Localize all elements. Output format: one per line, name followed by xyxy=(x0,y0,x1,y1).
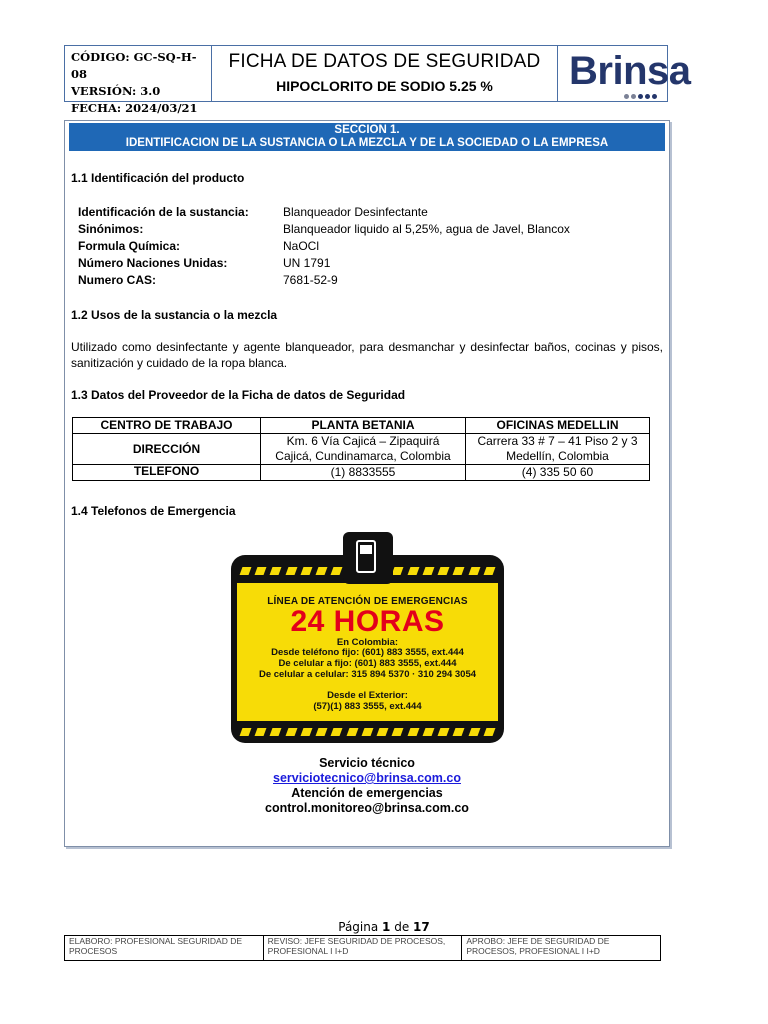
document-metadata xyxy=(65,46,212,115)
document-date: FECHA: 2024/03/21 xyxy=(71,101,198,115)
row-label: TELEFONO xyxy=(73,465,261,481)
page-current: 1 xyxy=(382,920,391,934)
emergency-email: control.monitoreo@brinsa.com.co xyxy=(265,801,469,815)
kv-value: NaOCl xyxy=(283,239,320,253)
mobile-phone-icon xyxy=(343,532,393,584)
footer-aprobo: APROBO: JEFE DE SEGURIDAD DE PROCESOS, PROFESIONAL I I+D xyxy=(466,936,610,956)
footer-reviso: REVISO: JEFE SEGURIDAD DE PROCESOS, PROFESIONAL I I+D xyxy=(264,936,463,960)
banner-stripe-bottom xyxy=(241,728,494,736)
section-number: SECCION 1. xyxy=(334,124,400,136)
phone-medellin: (4) 335 50 60 xyxy=(466,465,650,481)
tech-service-title: Servicio técnico xyxy=(319,756,415,770)
logo-wordmark: Brinsa xyxy=(569,49,691,93)
col-header: PLANTA BETANIA xyxy=(261,418,466,434)
table-row xyxy=(73,434,650,465)
brinsa-logo xyxy=(557,46,691,101)
banner-fijo: Desde teléfono fijo: (601) 883 3555, ext.444 xyxy=(271,647,464,658)
kv-key: Identificación de la sustancia: xyxy=(78,205,249,219)
emergency-title: Atención de emergencias xyxy=(291,786,443,800)
product-title: HIPOCLORITO DE SODIO 5.25 % xyxy=(276,78,493,94)
heading-1-1: 1.1 Identificación del producto xyxy=(71,171,245,185)
document-code: CÓDIGO: GC-SQ-H-08 xyxy=(71,50,197,81)
row-label: DIRECCIÓN xyxy=(73,434,261,465)
section-header-bar xyxy=(69,123,665,151)
banner-celular-celular: De celular a celular: 315 894 5370 · 310 294 3054 xyxy=(258,669,477,680)
kv-key: Sinónimos: xyxy=(78,222,144,236)
banner-celular-fijo: De celular a fijo: (601) 883 3555, ext.444 xyxy=(278,658,457,669)
document-title: FICHA DE DATOS DE SEGURIDAD xyxy=(228,51,541,72)
phone-betania: (1) 8833555 xyxy=(261,465,466,481)
banner-exterior: Desde el Exterior: xyxy=(327,690,408,701)
kv-value: 7681-52-9 xyxy=(283,273,338,287)
kv-value: Blanqueador Desinfectante xyxy=(283,205,428,219)
uses-paragraph: Utilizado como desinfectante y agente blanqueador, para desmanchar y desinfectar baños, cocinas y pisos, sanitización y cuidado de la ropa blanca. xyxy=(71,340,663,370)
document-titles xyxy=(212,46,558,101)
col-header: OFICINAS MEDELLIN xyxy=(466,418,650,434)
page-total: 17 xyxy=(413,920,430,934)
address-betania: Km. 6 Vía Cajicá – Zipaquirá Cajicá, Cundinamarca, Colombia xyxy=(261,434,466,465)
document-version: VERSIÓN: 3.0 xyxy=(71,84,161,98)
table-row xyxy=(73,465,650,481)
heading-1-3: 1.3 Datos del Proveedor de la Ficha de datos de Seguridad xyxy=(71,388,406,402)
approval-footer xyxy=(64,935,661,961)
banner-24-horas: 24 HORAS xyxy=(290,605,445,638)
kv-key: Formula Química: xyxy=(78,239,181,253)
kv-value: UN 1791 xyxy=(283,256,331,270)
document-header xyxy=(64,45,691,115)
section-title: IDENTIFICACION DE LA SUSTANCIA O LA MEZCLA Y DE LA SOCIEDAD O LA EMPRESA xyxy=(125,137,609,149)
footer-elaboro: ELABORO: PROFESIONAL SEGURIDAD DE PROCESOS xyxy=(65,936,264,960)
banner-line-title: LÍNEA DE ATENCIÓN DE EMERGENCIAS xyxy=(267,596,468,607)
banner-colombia: En Colombia: xyxy=(336,637,399,648)
kv-value: Blanqueador liquido al 5,25%, agua de Javel, Blancox xyxy=(283,222,570,236)
page-number: Página 1 de 17 xyxy=(338,920,430,934)
address-medellin: Carrera 33 # 7 – 41 Piso 2 y 3 Medellín, Colombia xyxy=(466,434,650,465)
supplier-table xyxy=(72,417,650,481)
tech-service-email-link[interactable]: serviciotecnico@brinsa.com.co xyxy=(273,771,461,785)
heading-1-2: 1.2 Usos de la sustancia o la mezcla xyxy=(71,308,278,322)
kv-key: Numero CAS: xyxy=(78,273,157,287)
tech-service-email-row xyxy=(64,771,670,786)
col-header: CENTRO DE TRABAJO xyxy=(73,418,261,434)
kv-key: Número Naciones Unidas: xyxy=(78,256,228,270)
heading-1-4: 1.4 Telefonos de Emergencia xyxy=(71,504,236,518)
logo-dots xyxy=(624,94,657,99)
banner-exterior-number: (57)(1) 883 3555, ext.444 xyxy=(313,701,422,712)
table-header-row xyxy=(73,418,650,434)
